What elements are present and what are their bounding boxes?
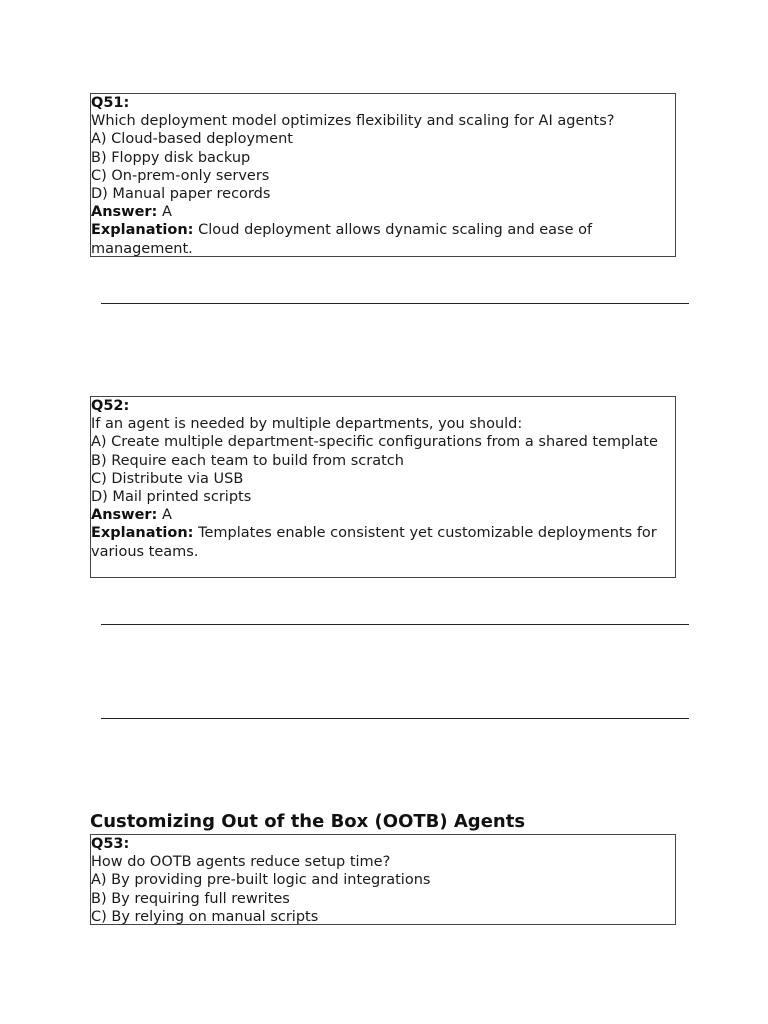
answer-label: Answer: — [91, 507, 158, 524]
question-number: Q53: — [91, 836, 130, 852]
option-a: A) By providing pre-built logic and integrations — [91, 872, 431, 889]
option-c: C) By relying on manual scripts — [91, 908, 319, 925]
explanation-line — [91, 524, 675, 560]
answer-label: Answer: — [91, 204, 158, 221]
question-prompt: How do OOTB agents reduce setup time? — [91, 854, 391, 871]
question-block-q53 — [90, 834, 676, 925]
option-b: B) Floppy disk backup — [91, 149, 251, 166]
option-c: C) Distribute via USB — [91, 470, 244, 487]
answer-value: A — [161, 507, 172, 524]
question-number: Q51: — [91, 95, 130, 111]
explanation-text: Cloud deployment allows dynamic scaling and ease of management. — [91, 222, 593, 257]
question-block-q52 — [90, 396, 676, 578]
divider-line — [101, 303, 689, 304]
question-prompt: Which deployment model optimizes flexibility and scaling for AI agents? — [91, 113, 615, 130]
divider-line — [101, 624, 689, 625]
answer-line — [91, 506, 675, 524]
explanation-label: Explanation: — [91, 222, 194, 239]
option-a: A) Create multiple department-specific configurations from a shared template — [91, 434, 658, 451]
divider-line — [101, 718, 689, 719]
question-number: Q52: — [91, 398, 130, 414]
section-heading: Customizing Out of the Box (OOTB) Agents — [90, 811, 526, 832]
answer-line — [91, 203, 675, 221]
explanation-text: Templates enable consistent yet customizable deployments for various teams. — [91, 525, 657, 560]
option-a: A) Cloud-based deployment — [91, 131, 293, 148]
option-d: D) Mail printed scripts — [91, 489, 252, 506]
explanation-line — [91, 221, 675, 257]
option-d: D) Manual paper records — [91, 186, 271, 203]
explanation-label: Explanation: — [91, 525, 194, 542]
answer-value: A — [161, 204, 172, 221]
option-b: B) Require each team to build from scratch — [91, 452, 404, 469]
question-block-q51 — [90, 93, 676, 257]
option-c: C) On-prem-only servers — [91, 167, 270, 184]
question-prompt: If an agent is needed by multiple departments, you should: — [91, 416, 523, 433]
option-b: B) By requiring full rewrites — [91, 890, 290, 907]
